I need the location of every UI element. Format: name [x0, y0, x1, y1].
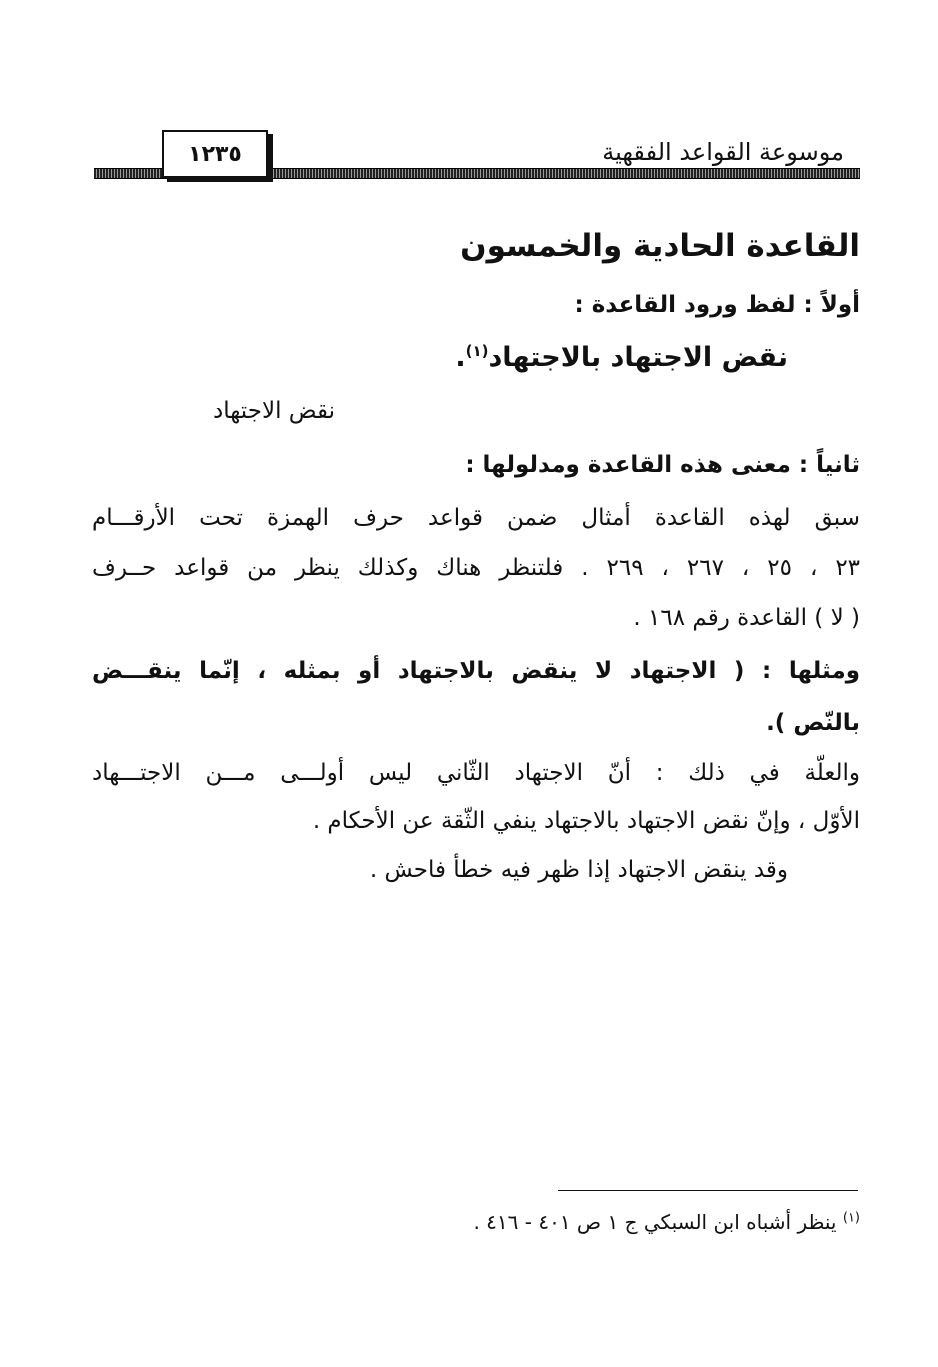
paragraph-line: ( لا ) القاعدة رقم ١٦٨ . [633, 605, 860, 631]
running-title: موسوعة القواعد الفقهية [602, 138, 844, 166]
footnote [473, 1210, 860, 1234]
paragraph-line: ومثلها : ( الاجتهاد لا ينقض بالاجتهاد أو بمثله ، إنّما ينقـــض [92, 658, 860, 684]
rule-short-form: نقض الاجتهاد [212, 398, 335, 424]
rule-title: القاعدة الحادية والخمسون [460, 228, 860, 264]
footnote-text: ينظر أشباه ابن السبكي ج ١ ص ٤٠١ - ٤١٦ . [473, 1210, 837, 1234]
footnote-reference: (١) [465, 342, 489, 360]
footnote-separator [558, 1190, 858, 1191]
section-two-heading: ثانياً : معنى هذه القاعدة ومدلولها : [465, 452, 860, 478]
page-number-text: ١٢٣٥ [188, 141, 242, 167]
paragraph-line: ٢٣ ، ٢٥ ، ٢٦٧ ، ٢٦٩ . فلتنظر هناك وكذلك ينظر من قواعد حــرف [92, 555, 861, 581]
footnote-mark: (١) [842, 1210, 860, 1226]
section-one-heading: أولاً : لفظ ورود القاعدة : [574, 292, 860, 318]
rule-statement-text: نقض الاجتهاد بالاجتهاد [488, 342, 788, 373]
page-number [162, 130, 268, 178]
paragraph-line: سبق لهذه القاعدة أمثال ضمن قواعد حرف الهمزة تحت الأرقـــام [92, 505, 860, 531]
paragraph-line: والعلّة في ذلك : أنّ الاجتهاد الثّاني ليس أولـــى مـــن الاجتـــهاد [92, 760, 860, 786]
paragraph-line: بالنّص ). [766, 710, 860, 736]
rule-statement [455, 342, 788, 373]
rule-statement-end: . [455, 342, 466, 373]
paragraph-line: الأوّل ، وإنّ نقض الاجتهاد بالاجتهاد ينفي الثّقة عن الأحكام . [312, 808, 860, 834]
paragraph-line: وقد ينقض الاجتهاد إذا ظهر فيه خطأ فاحش . [369, 857, 788, 883]
